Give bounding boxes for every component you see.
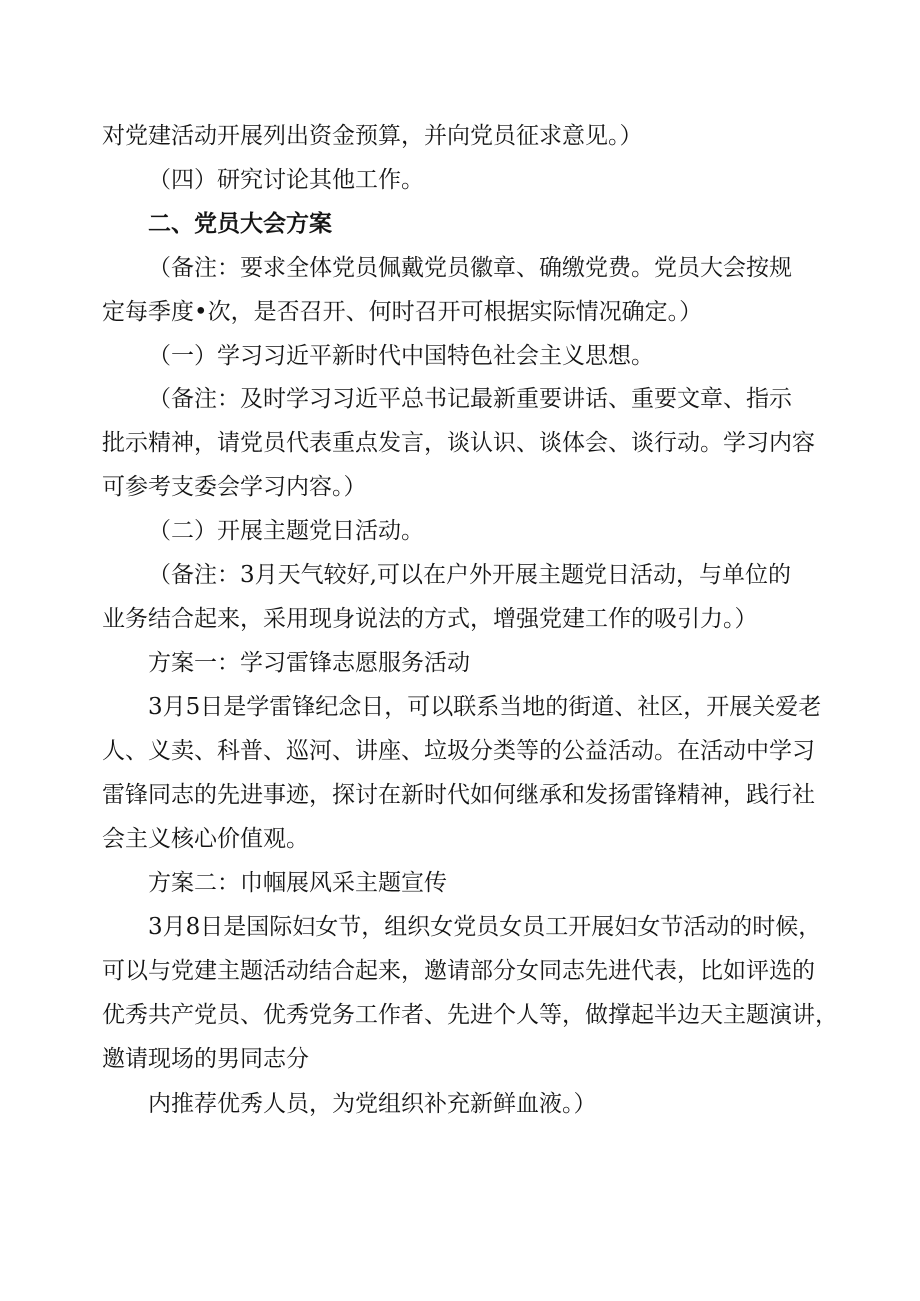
paragraph-line: 3月8日是国际妇女节，组织女党员女员工开展妇女节活动的时候， — [148, 914, 822, 940]
paragraph-line: 对党建活动开展列出资金预算，并向党员征求意见。） — [102, 123, 643, 149]
note-line: （备注：及时学习习近平总书记最新重要讲话、重要文章、指示 — [148, 386, 792, 412]
section-item-one: （一）学习习近平新时代中国特色社会主义思想。 — [148, 343, 654, 369]
paragraph-line: 会主义核心价值观。 — [102, 826, 309, 852]
note-line: 批示精神，请党员代表重点发言，谈认识、谈体会、谈行动。学习内容 — [102, 430, 815, 456]
paragraph-line: 人、义卖、科普、巡河、讲座、垃圾分类等的公益活动。在活动中学习 — [102, 738, 815, 764]
note-line: （备注：要求全体党员佩戴党员徽章、确缴党费。党员大会按规 — [148, 255, 792, 281]
paragraph-line: 优秀共产党员、优秀党务工作者、先进个人等，做撑起半边天主题演讲， — [102, 1002, 838, 1028]
plan-two-title: 方案二：巾帼展风采主题宣传 — [148, 870, 447, 896]
paragraph-line: 邀请现场的男同志分 — [102, 1046, 309, 1072]
section-item-two: （二）开展主题党日活动。 — [148, 518, 424, 544]
section-heading: 二、党员大会方案 — [148, 211, 332, 237]
paragraph-line: 内推荐优秀人员，为党组织补充新鲜血液。） — [148, 1091, 597, 1117]
section-item-four: （四）研究讨论其他工作。 — [148, 167, 424, 193]
plan-one-title: 方案一：学习雷锋志愿服务活动 — [148, 650, 470, 676]
paragraph-line: 3月5日是学雷锋纪念日，可以联系当地的街道、社区，开展关爱老 — [148, 694, 822, 720]
note-line: 业务结合起来，采用现身说法的方式，增强党建工作的吸引力。） — [102, 606, 758, 632]
paragraph-line: 可以与党建主题活动结合起来，邀请部分女同志先进代表，比如评选的 — [102, 958, 815, 984]
paragraph-line: 雷锋同志的先进事迹，探讨在新时代如何继承和发扬雷锋精神，践行社 — [102, 782, 815, 808]
note-line: 可参考支委会学习内容。） — [102, 474, 367, 500]
note-line: 定每季度•次，是否召开、何时召开可根据实际情况确定。） — [102, 299, 703, 325]
note-line: （备注：3月天气较好,可以在户外开展主题党日活动，与单位的 — [148, 562, 791, 588]
